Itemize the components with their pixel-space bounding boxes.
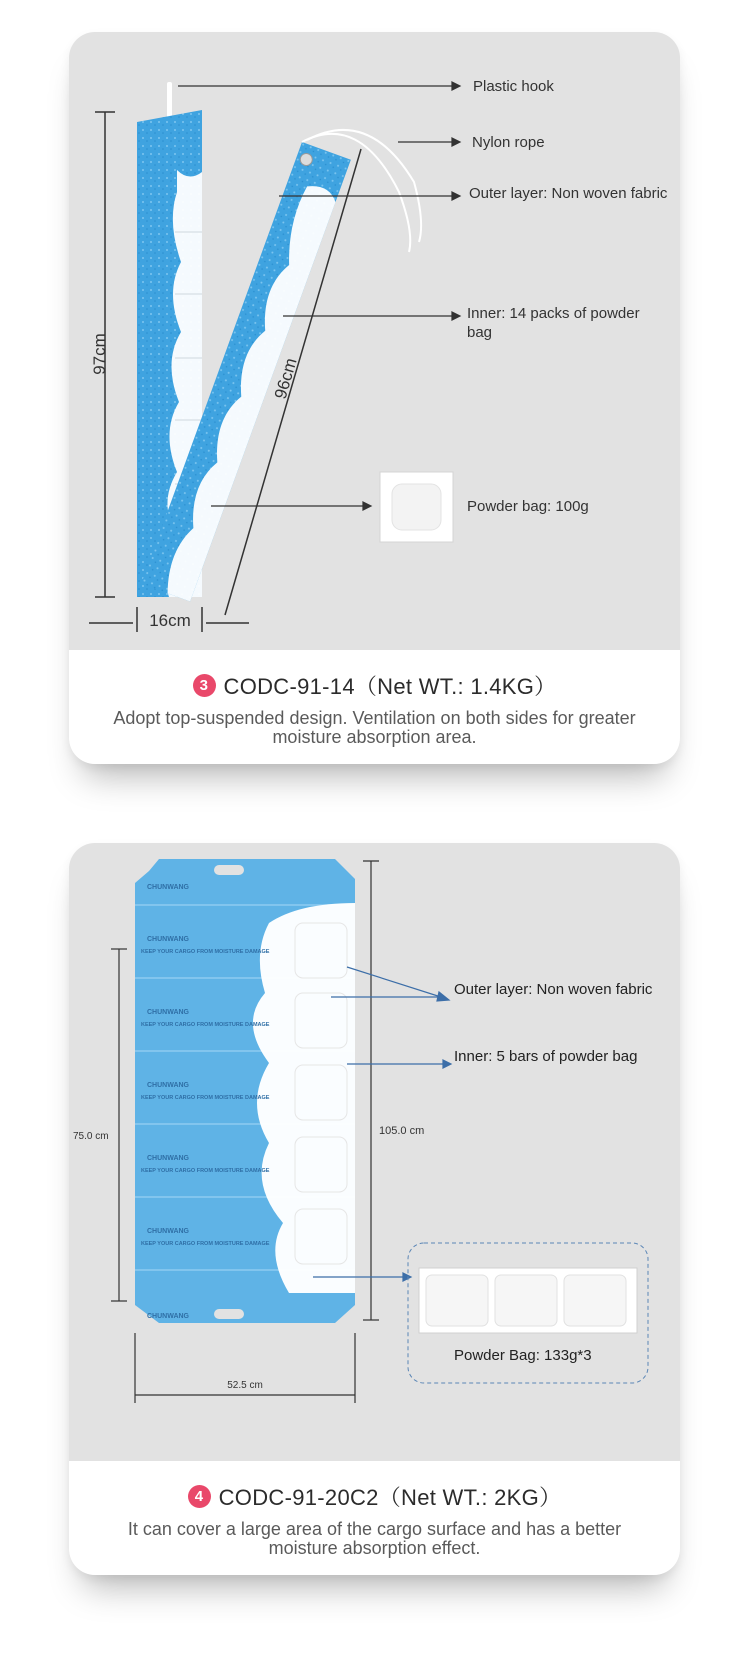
bag-slogan-2: KEEP YOUR CARGO FROM MOISTURE DAMAGE (141, 1022, 270, 1028)
product-number-badge: 3 (193, 674, 216, 697)
bag-brand-3: CHUNWANG (147, 1009, 189, 1016)
powder-bag-label: Powder Bag: 133g*3 (454, 1347, 592, 1364)
nylon-rope-label: Nylon rope (472, 134, 545, 151)
height-label: 75.0 cm (73, 1131, 109, 1142)
product-title-2 (69, 1481, 680, 1512)
bag-brand-1: CHUNWANG (147, 884, 189, 891)
product-caption-1 (69, 650, 680, 764)
bag-brand-4: CHUNWANG (147, 1082, 189, 1089)
product-caption-2 (69, 1461, 680, 1575)
plastic-hook-label: Plastic hook (473, 78, 554, 95)
product-description-2: It can cover a large area of the cargo surface and has a better moisture absorption effect. (127, 1519, 622, 1558)
product-description-1: Adopt top-suspended design. Ventilation on both sides for greater moisture absorption area. (113, 708, 636, 747)
inner-label: Inner: 14 packs of powder bag (467, 305, 640, 341)
product-title-text: CODC-91-14（Net WT.: 1.4KG） (223, 674, 557, 699)
height-label: 97cm (90, 333, 109, 375)
width-label: 16cm (149, 611, 191, 630)
desiccant-sheet-diagram (69, 843, 680, 1461)
bag-slogan-3: KEEP YOUR CARGO FROM MOISTURE DAMAGE (141, 1095, 270, 1101)
bag-brand-5: CHUNWANG (147, 1155, 189, 1162)
product-card-2 (69, 843, 680, 1575)
desiccant-strip-diagram (69, 32, 680, 650)
total-height-label: 105.0 cm (379, 1125, 425, 1137)
product-card-1 (69, 32, 680, 764)
product-number-badge: 4 (188, 1485, 211, 1508)
inner-label: Inner: 5 bars of powder bag (454, 1048, 638, 1065)
bag-brand-2: CHUNWANG (147, 936, 189, 943)
product-diagram-1 (69, 32, 680, 650)
bag-brand-7: CHUNWANG (147, 1313, 189, 1320)
bag-slogan-4: KEEP YOUR CARGO FROM MOISTURE DAMAGE (141, 1168, 270, 1174)
desiccant-bag (135, 859, 355, 1323)
product-diagram-2 (69, 843, 680, 1461)
width-label: 52.5 cm (227, 1380, 263, 1391)
diagonal-label: 96cm (270, 355, 301, 402)
outer-layer-label: Outer layer: Non woven fabric (469, 185, 668, 202)
outer-layer-label: Outer layer: Non woven fabric (454, 981, 653, 998)
powder-bag-label: Powder bag: 100g (467, 498, 589, 515)
bag-slogan-1: KEEP YOUR CARGO FROM MOISTURE DAMAGE (141, 949, 270, 955)
powder-bag-thumbnail (380, 472, 453, 542)
bag-brand-6: CHUNWANG (147, 1228, 189, 1235)
product-title-1 (69, 670, 680, 701)
bag-slogan-5: KEEP YOUR CARGO FROM MOISTURE DAMAGE (141, 1241, 270, 1247)
product-title-text: CODC-91-20C2（Net WT.: 2KG） (218, 1485, 562, 1510)
